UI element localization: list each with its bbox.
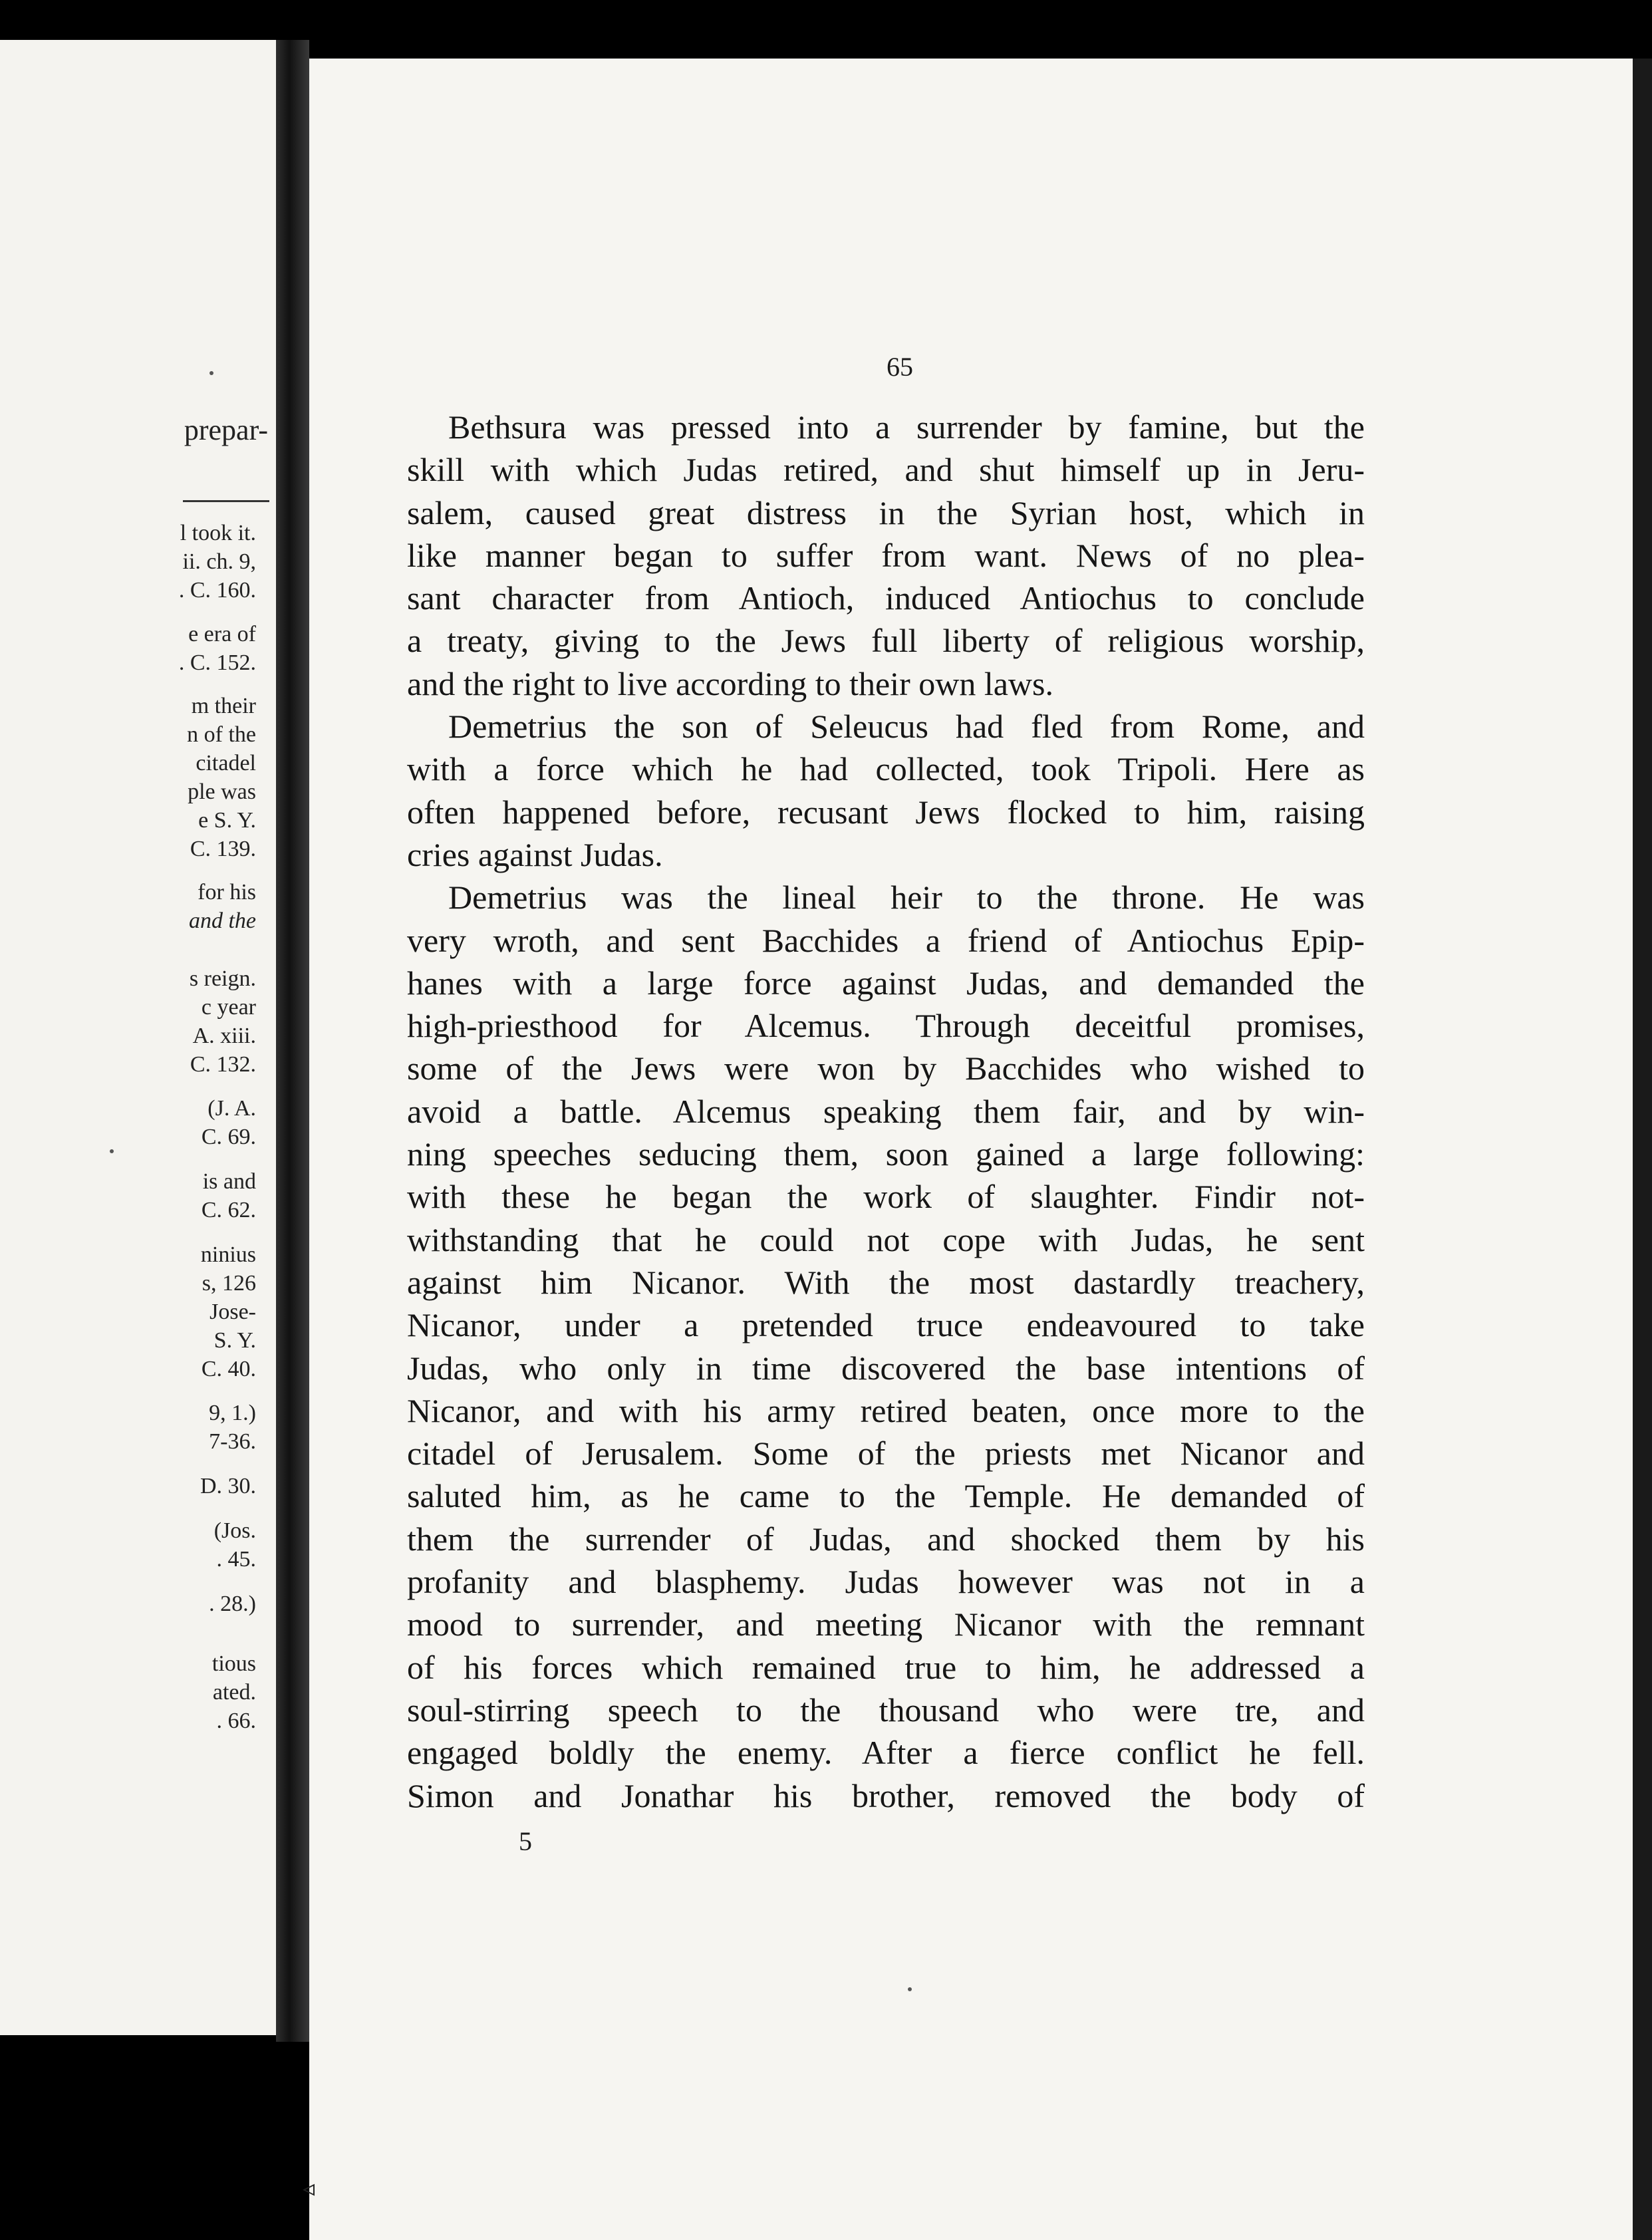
book-gutter: [276, 40, 309, 2042]
left-note: ple was: [188, 779, 256, 804]
left-note: S. Y.: [213, 1328, 256, 1353]
left-note: . 45.: [216, 1547, 256, 1572]
text-line: with a force which he had collected, took Tripoli. Here as: [407, 750, 1365, 788]
left-rule: [183, 500, 269, 502]
text-line: often happened before, recusant Jews flocked to him, raising: [407, 793, 1365, 831]
left-note: l took it.: [180, 521, 256, 545]
left-note: tious: [211, 1651, 256, 1676]
speck: [908, 1987, 912, 1991]
left-note: (Jos.: [213, 1518, 256, 1543]
text-line: very wroth, and sent Bacchides a friend of Antiochus Epip-: [407, 921, 1365, 959]
text-line: high-priesthood for Alcemus. Through deceitful promises,: [407, 1007, 1365, 1045]
text-line: engaged boldly the enemy. After a fierce conflict he fell.: [407, 1734, 1365, 1772]
left-page: [0, 40, 280, 2035]
left-note: C. 139.: [190, 837, 256, 861]
text-line: Demetrius the son of Seleucus had fled from Rome, and: [448, 708, 1365, 746]
left-note: m their: [191, 694, 256, 718]
left-note: . 28.): [209, 1592, 256, 1616]
text-line: cries against Judas.: [407, 835, 663, 873]
left-note: D. 30.: [200, 1474, 256, 1498]
body-text: [407, 406, 1365, 1817]
text-line: against him Nicanor. With the most dastardly treachery,: [407, 1263, 1365, 1301]
left-note: for his: [198, 880, 256, 905]
text-line: salem, caused great distress in the Syrian host, which in: [407, 493, 1365, 531]
text-line: and the right to live according to their own laws.: [407, 664, 1053, 702]
text-line: saluted him, as he came to the Temple. He demanded of: [407, 1477, 1365, 1515]
left-note: ii. ch. 9,: [182, 549, 256, 574]
left-note: e era of: [188, 622, 256, 646]
text-line: profanity and blasphemy. Judas however was not in a: [407, 1563, 1365, 1601]
text-line: some of the Jews were won by Bacchides who wished to: [407, 1050, 1365, 1087]
text-line: Simon and Jonathar his brother, removed the body of: [407, 1776, 1365, 1814]
text-line: soul-stirring speech to the thousand who were tre, and: [407, 1691, 1365, 1729]
text-line: withstanding that he could not cope with Judas, he sent: [407, 1220, 1365, 1258]
left-note: citadel: [196, 751, 256, 775]
text-line: Bethsura was pressed into a surrender by famine, but the: [448, 408, 1365, 446]
left-page-margin-notes: [0, 40, 276, 2035]
text-line: Demetrius was the lineal heir to the throne. He was: [448, 879, 1365, 916]
left-note: A. xiii.: [192, 1024, 256, 1048]
text-line: sant character from Antioch, induced Antiochus to conclude: [407, 579, 1365, 617]
text-line: citadel of Jerusalem. Some of the priests met Nicanor and: [407, 1435, 1365, 1472]
left-header-fragment: prepar-: [184, 414, 268, 446]
left-note: Jose-: [209, 1300, 256, 1324]
text-line: Judas, who only in time discovered the base intentions of: [407, 1349, 1365, 1387]
left-note: C. 62.: [201, 1198, 256, 1222]
scan-corner-mark: ◃: [303, 2175, 315, 2202]
left-note: and the: [188, 909, 256, 933]
text-line: Nicanor, and with his army retired beaten, once more to the: [407, 1391, 1365, 1429]
text-line: a treaty, giving to the Jews full liberty of religious worship,: [407, 622, 1365, 660]
text-line: mood to surrender, and meeting Nicanor with the remnant: [407, 1606, 1365, 1643]
text-line: of his forces which remained true to him, he addressed a: [407, 1648, 1365, 1686]
signature-mark: 5: [519, 1826, 532, 1856]
left-note: is and: [202, 1169, 256, 1194]
left-note: C. 69.: [201, 1125, 256, 1149]
left-note: n of the: [187, 722, 256, 747]
page-number: 65: [887, 352, 913, 382]
left-note: 9, 1.): [209, 1401, 256, 1425]
left-note: e S. Y.: [198, 808, 256, 833]
text-line: avoid a battle. Alcemus speaking them fair, and by win-: [407, 1092, 1365, 1130]
text-line: skill with which Judas retired, and shut himself up in Jeru-: [407, 451, 1365, 489]
left-note: 7-36.: [209, 1429, 256, 1454]
left-note: . 66.: [216, 1709, 256, 1733]
text-line: hanes with a large force against Judas, and demanded the: [407, 964, 1365, 1002]
left-note: c year: [201, 995, 256, 1020]
left-note: ninius: [200, 1242, 256, 1267]
left-note: C. 40.: [201, 1357, 256, 1381]
left-note: s, 126: [202, 1271, 256, 1296]
text-line: Nicanor, under a pretended truce endeavoured to take: [407, 1306, 1365, 1344]
left-note: C. 132.: [190, 1052, 256, 1077]
right-scan-edge: [1633, 59, 1652, 2240]
text-line: like manner began to suffer from want. News of no plea-: [407, 536, 1365, 574]
speck: [110, 1149, 114, 1153]
left-note: (J. A.: [207, 1096, 256, 1121]
text-line: with these he began the work of slaughter. Findir not-: [407, 1178, 1365, 1216]
left-note: . C. 152.: [178, 650, 256, 675]
text-line: them the surrender of Judas, and shocked them by his: [407, 1520, 1365, 1558]
left-note: ated.: [212, 1680, 256, 1705]
text-line: ning speeches seducing them, soon gained a large following:: [407, 1135, 1365, 1173]
speck: [209, 371, 213, 375]
left-note: s reign.: [189, 966, 256, 991]
left-note: . C. 160.: [178, 578, 256, 603]
